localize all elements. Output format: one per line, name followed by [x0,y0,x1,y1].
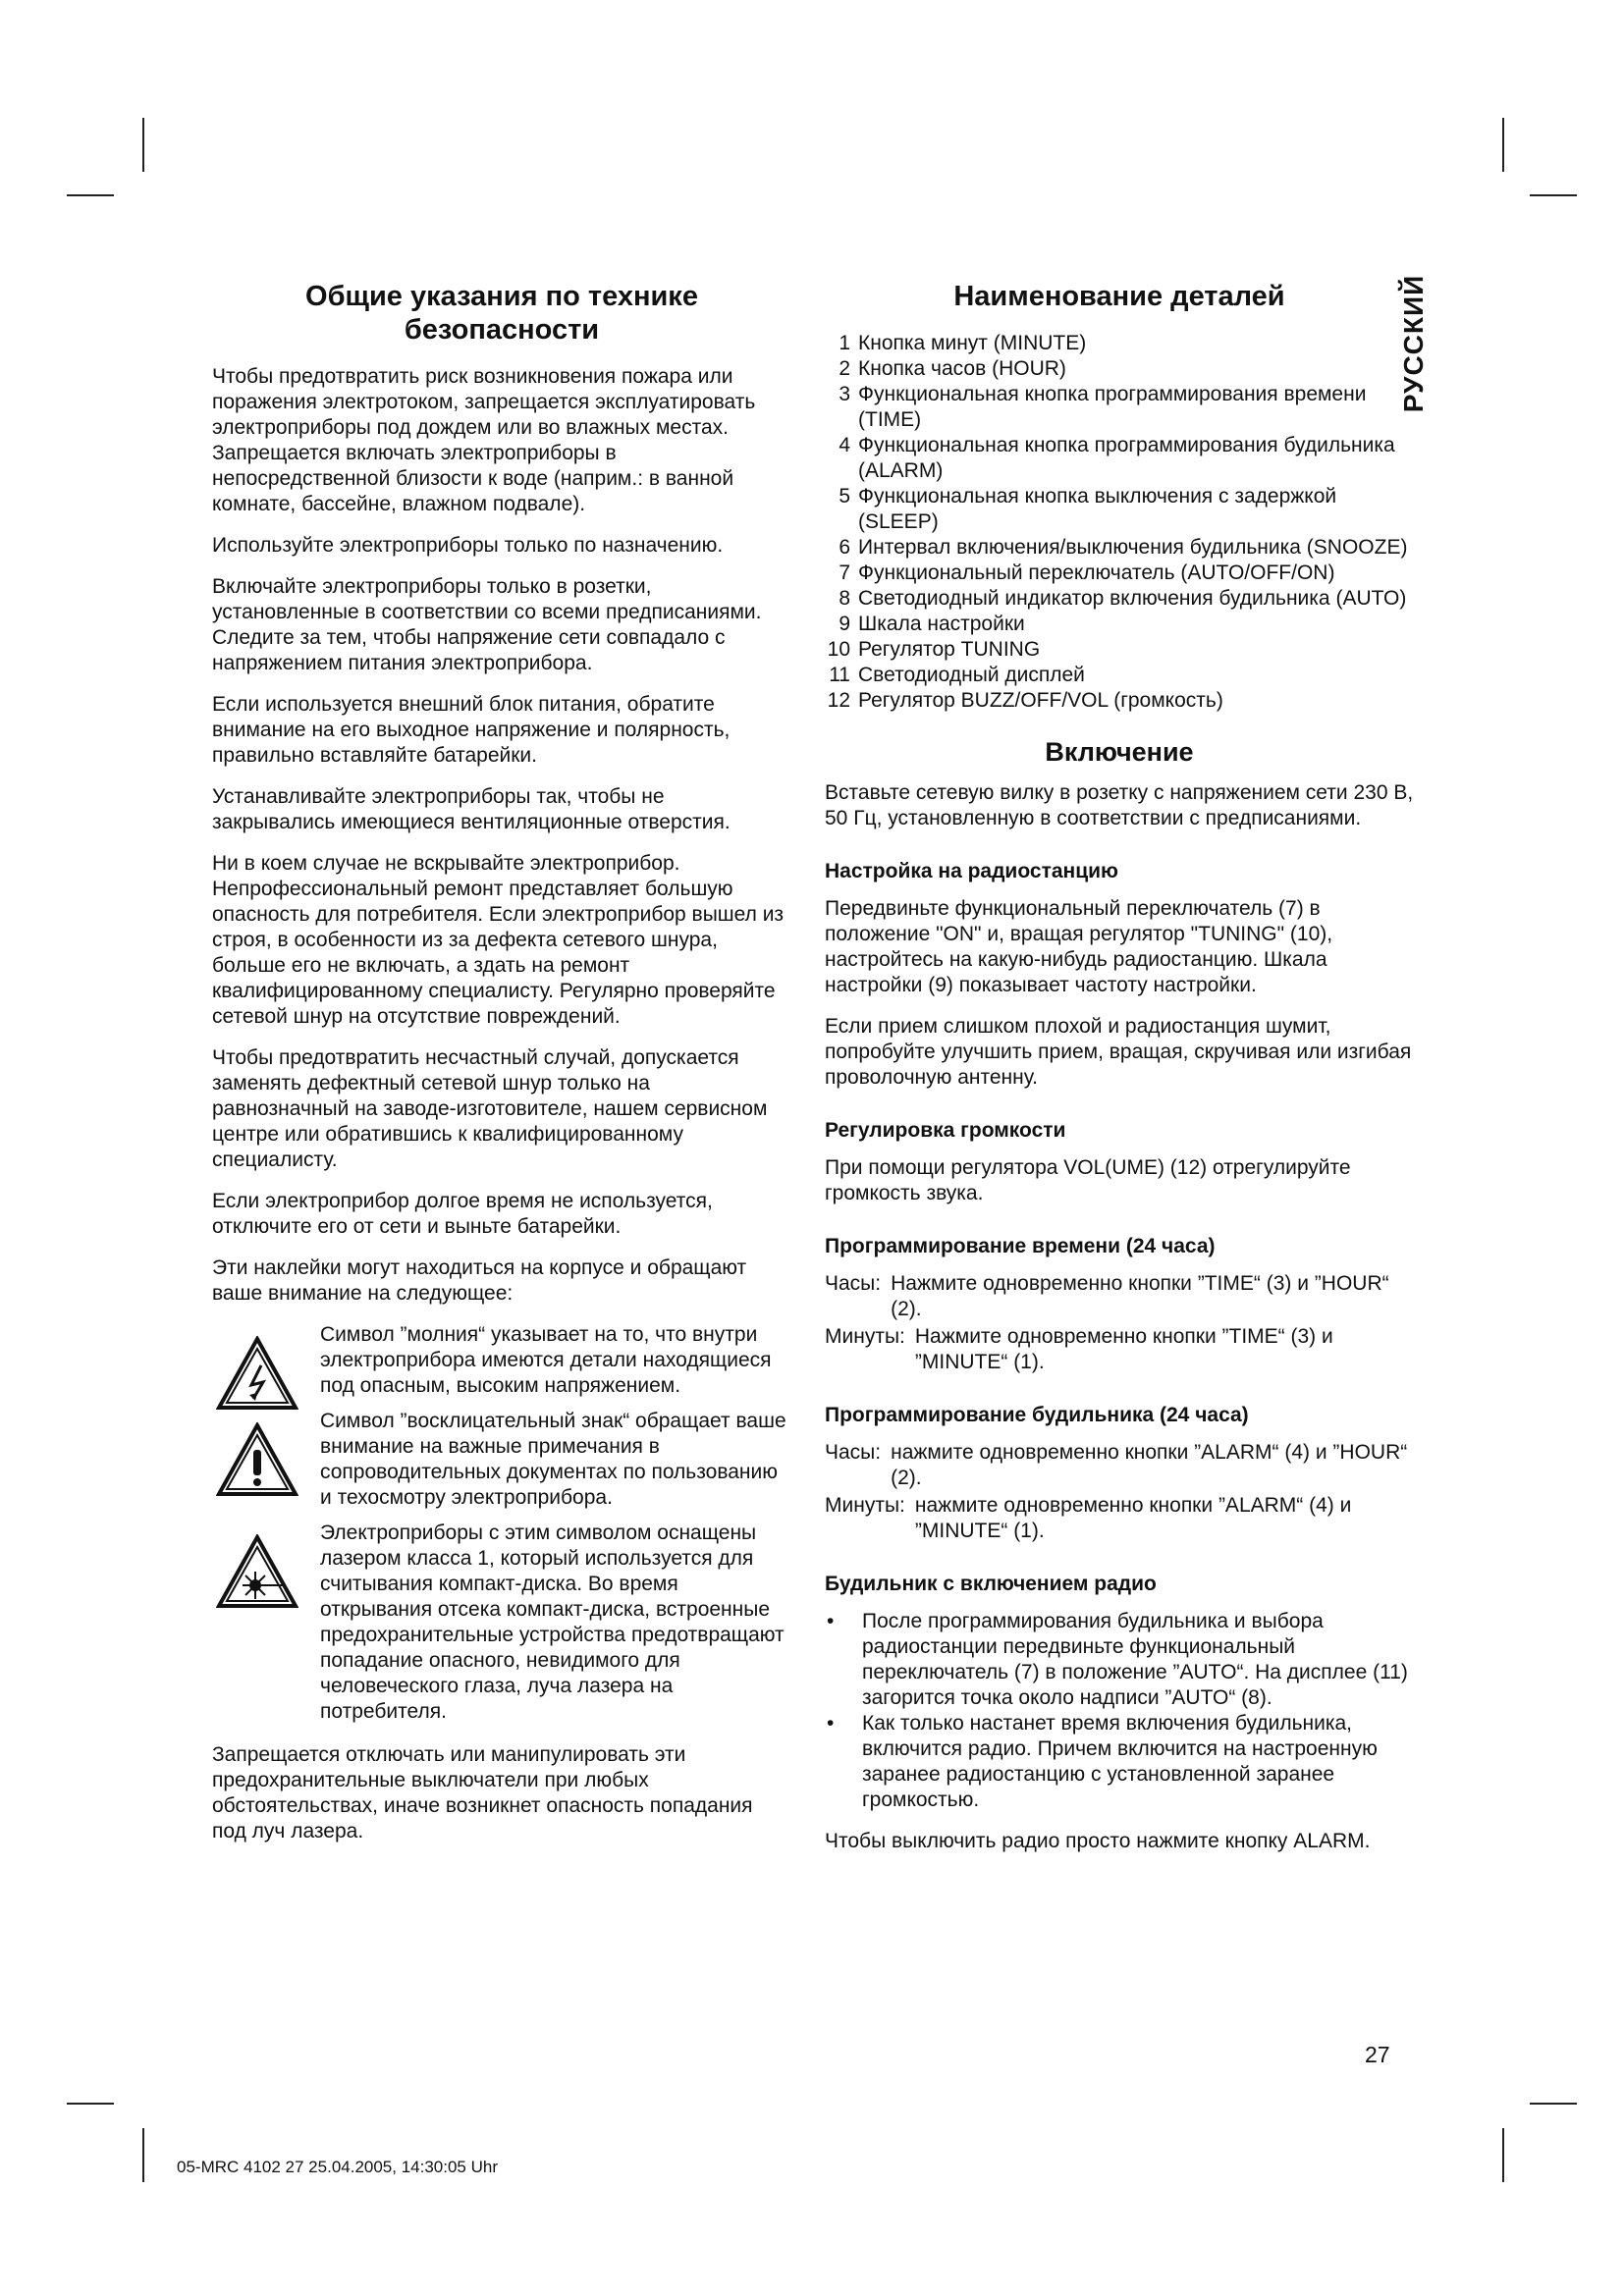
crop-mark [67,2103,114,2105]
crop-mark [1530,2103,1577,2105]
list-item: 10 Регулятор TUNING [827,638,1041,661]
alarm-minutes-row: Минуты: нажмите одновременно кнопки ”ALARM“ (4) и ”MINUTE“ (1). [825,1494,1352,1542]
print-footer: 05-MRC 4102 27 25.04.2005, 14:30:05 Uhr [177,2158,499,2176]
parts-list [825,331,1414,714]
laser-warning-icon [216,1534,298,1609]
safety-paragraph: Чтобы предотвратить риск возникновения пожара или поражения электротоком, запрещается эксплуатировать электроприборы под дождем или во влажных местах. Запрещается включать электроприборы в непосредственной близости к воде (наприм.: в ванной комнате, бассейне, влажном подвале). [212,365,756,515]
safety-paragraph: Чтобы предотвратить несчастный случай, допускается заменять дефектный сетевой шнур только на равнозначный на заводе-изготовителе, нашем сервисном центре или обратившись к квалифицированному специалисту. [212,1046,768,1171]
safety-heading: Общие указания по технике безопасности [305,281,698,346]
parts-section [825,280,1414,1870]
crop-mark [142,118,144,172]
tuning-heading: Настройка на радиостанцию [825,860,1118,882]
tuning-text: Если прием слишком плохой и радиостанция шумит, попробуйте улучшить прием, вращая, скручивая или изгибая проволочную антенну. [825,1015,1412,1089]
time-hours-row: Часы: Нажмите одновременно кнопки ”TIME“ (3) и ”HOUR“ (2). [825,1272,1389,1320]
power-heading: Включение [1045,737,1194,767]
warning-text: Электроприборы с этим символом оснащены лазером класса 1, который используется для считывания компакт-диска. Во время открывания отсека компакт-диска, встроенные предохранительные устройства предотвращают попадание опасного, невидимого для человеческого глаза, луча лазера на потребителя. [320,1522,785,1723]
page-number: 27 [1365,2042,1390,2067]
list-item: 3 Функциональная кнопка программирования времени (TIME) [839,383,1367,431]
time-heading: Программирование времени (24 часа) [825,1235,1216,1257]
radio-off-text: Чтобы выключить радио просто нажмите кнопку ALARM. [825,1830,1371,1852]
crop-mark [1530,194,1577,196]
alarm-hours-row: Часы: нажмите одновременно кнопки ”ALARM“ (4) и ”HOUR“ (2). [825,1441,1408,1489]
warning-lightning [212,1322,791,1399]
parts-heading: Наименование деталей [953,281,1285,312]
list-item: • После программирования будильника и выбора радиостанции передвиньте функциональный переключатель (7) в положение ”AUTO“. На дисплее (11) загорится точка около надписи ”AUTO“ (8). [825,1609,1414,1711]
list-item: 6 Интервал включения/выключения будильника (SNOOZE) [839,536,1408,559]
alarm-heading: Программирование будильника (24 часа) [825,1404,1249,1426]
time-minutes-row: Минуты: Нажмите одновременно кнопки ”TIME“ (3) и ”MINUTE“ (1). [825,1325,1333,1373]
warning-text: Символ ”восклицательный знак“ обращает ваше внимание на важные примечания в сопроводительных документах по пользованию и техосмотру электроприбора. [320,1410,786,1509]
list-item: 8 Светодиодный индикатор включения будильника (AUTO) [839,587,1407,610]
warning-text: Символ ”молния“ указывает на то, что внутри электроприбора имеются детали находящиеся под опасным, высоким напряжением. [320,1323,772,1397]
tuning-text: Передвиньте функциональный переключатель (7) в положение "ON" и, вращая регулятор "TUNING" (10), настройтесь на какую-нибудь радиостанцию. Шкала настройки (9) показывает частоту настройки. [825,897,1333,996]
language-label: РУССКИЙ [1398,274,1429,413]
crop-mark [142,2128,144,2182]
list-item: 5 Функциональная кнопка выключения с задержкой (SLEEP) [839,485,1337,533]
safety-closing: Запрещается отключать или манипулировать эти предохранительные выключатели при любых обстоятельствах, иначе возникнет опасность попадания под луч лазера. [212,1743,753,1842]
list-item: 4 Функциональная кнопка программирования будильника (ALARM) [839,434,1395,482]
volume-heading: Регулировка громкости [825,1119,1066,1142]
safety-paragraph: Если используется внешний блок питания, обратите внимание на его выходное напряжение и полярность, правильно вставляйте батарейки. [212,693,731,767]
list-item: 2 Кнопка часов (HOUR) [839,357,1066,380]
crop-mark [67,194,114,196]
radio-alarm-heading: Будильник с включением радио [825,1573,1157,1595]
radio-alarm-list [825,1609,1414,1813]
list-item: 1 Кнопка минут (MINUTE) [839,332,1087,354]
crop-mark [1502,118,1504,172]
crop-mark [1502,2128,1504,2182]
safety-paragraph: Используйте электроприборы только по назначению. [212,534,724,557]
list-item: 12 Регулятор BUZZ/OFF/VOL (громкость) [827,689,1223,712]
warning-exclamation [212,1409,791,1511]
safety-paragraph: Если электроприбор долгое время не используется, отключите его от сети и выньте батарейки. [212,1190,713,1238]
volume-text: При помощи регулятора VOL(UME) (12) отрегулируйте громкость звука. [825,1156,1351,1204]
lightning-warning-icon [216,1336,298,1411]
safety-paragraph: Устанавливайте электроприборы так, чтобы не закрывались имеющиеся вентиляционные отверстия. [212,785,731,833]
safety-section [212,280,791,1860]
warning-laser [212,1521,791,1725]
list-item: 9 Шкала настройки [839,613,1025,635]
safety-paragraph: Эти наклейки могут находиться на корпусе и обращают ваше внимание на следующее: [212,1256,747,1305]
exclamation-warning-icon [216,1422,298,1497]
safety-paragraph: Включайте электроприборы только в розетки, установленные в соответствии со всеми предписаниями. Следите за тем, чтобы напряжение сети совпадало с напряжением питания электроприбора. [212,575,762,674]
list-item: • Как только настанет время включения будильника, включится радио. Причем включится на настроенную заранее радиостанцию с установленной заранее громкостью. [825,1711,1414,1813]
safety-paragraph: Ни в коем случае не вскрывайте электроприбор. Непрофессиональный ремонт представляет большую опасность для потребителя. Если электроприбор вышел из строя, в особенности из за дефекта сетевого шнура, больше его не включать, а здать на ремонт квалифицированному специалисту. Регулярно проверяйте сетевой шнур на отсутствие повреждений. [212,852,785,1028]
power-text: Вставьте сетевую вилку в розетку с напряжением сети 230 В, 50 Гц, установленную в соответствии с предписаниями. [825,781,1414,829]
list-item: 7 Функциональный переключатель (AUTO/OFF/ON) [839,561,1335,584]
list-item: 11 Светодиодный дисплей [829,664,1085,686]
